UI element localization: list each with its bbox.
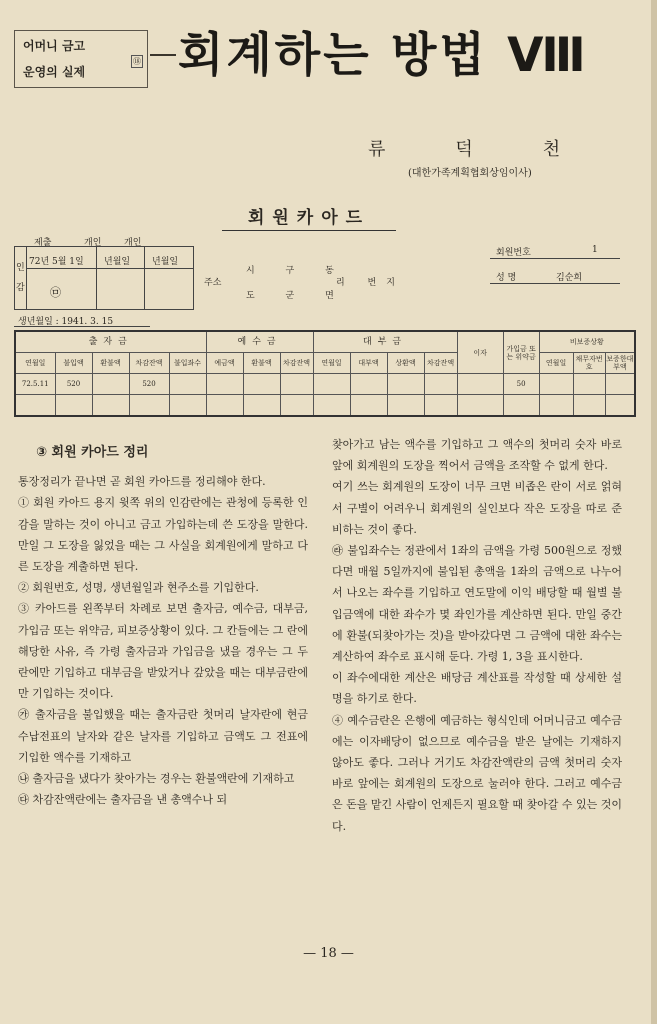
author-affiliation: (대한가족계획협회상임이사) [408, 168, 532, 179]
card-title: 회원카아드 [222, 203, 396, 231]
seal-date-2: 년월일 [104, 257, 131, 267]
article-title: 회계하는 방법 Ⅷ [178, 28, 589, 83]
group-guarantee: 비보증상황 [539, 331, 635, 353]
group-contribution: 출자금 [15, 331, 206, 353]
paragraph: 통장정리가 끝나면 곧 회원 카아드를 정리해야 한다. [18, 475, 266, 489]
member-no-label: 회원번호 [496, 248, 531, 258]
series-line1: 어머니 금고 [23, 39, 86, 53]
right-column [332, 434, 622, 837]
name-label: 성 명 [496, 273, 517, 283]
group-entry-fee: 가입금 또는 위약금 [503, 331, 539, 374]
col-header: 채무자번호 [573, 353, 605, 374]
col-header: 연월일 [15, 353, 55, 374]
paragraph: ③ 카아드를 왼쪽부터 차례로 보면 출자금, 예수금, 대부금, 가입금 또는 위약금, 피보증상황이 있다. 그 칸들에는 그 란에 해당한 사유, 즉 가령 출자금과 가입금을 냈을 경우는 그 두 란에만 기입하고 대부금을 받았거나 갚았을 때는 대부금란에만 기입하는 것이다. [18, 602, 308, 701]
author-name: 류덕천 [368, 139, 631, 160]
series-number: ⑱ [133, 57, 141, 66]
address-label: 주소 [204, 278, 222, 288]
col-header: 연월일 [313, 353, 350, 374]
member-card-table [14, 330, 636, 417]
seal-date-3: 년월일 [152, 257, 179, 267]
section-title: ③ 회원 카아드 정리 [36, 445, 149, 460]
series-box [14, 30, 148, 88]
col-header: 연월일 [539, 353, 573, 374]
table-cell: 72.5.11 [15, 374, 55, 395]
table-cell: 50 [503, 374, 539, 395]
seal-side-label: 인감 [16, 263, 25, 293]
group-deposit: 예수금 [206, 331, 313, 353]
col-header: 보증한대부액 [605, 353, 635, 374]
paragraph: ㉰ 차감잔액란에는 출자금을 낸 총액수나 되 [18, 793, 228, 807]
seal-mark: ㉤ [50, 286, 61, 299]
paragraph: ㉮ 출자금을 불입했을 때는 출자금란 첫머리 날자란에 현금수납전표의 날자와 같은 날자를 기입하고 금액도 그 전표에 기입한 액수를 기재하고 [18, 708, 308, 764]
col-header: 불입액 [55, 353, 92, 374]
member-no: 1 [592, 245, 598, 255]
table-row [15, 395, 635, 417]
address-line1: 시 구 동 [246, 266, 348, 276]
table-cell: 520 [129, 374, 169, 395]
address-line2: 도 군 면 [246, 291, 348, 301]
birth-date: 생년월일 : 1941. 3. 15 [18, 317, 114, 327]
col-header: 상환액 [387, 353, 424, 374]
seal-header-3: 개인 [124, 238, 142, 248]
paragraph: ㉱ 불입좌수는 정관에서 1좌의 금액을 가령 500원으로 정했다면 매월 5일까지에 불입된 총액을 1좌의 금액으로 나누어서 나오는 좌수를 기입하고 연도말에 이익 배당할 때 월별 불입금액에 대한 좌수가 몇 좌인가를 계산하면 된다. 만일 중간에 환불(되찾아가는 것)을 받아갔다면 그 금액에 대한 좌수는 계산하여 좌수로 표시해 둔다. 가령 1, 3을 표시한다. [332, 544, 622, 664]
table-cell: 520 [55, 374, 92, 395]
page-edge [651, 0, 657, 1024]
seal-date-1: 72년 5월 1일 [29, 257, 84, 267]
table-row [15, 374, 635, 395]
left-column [18, 440, 308, 810]
title-dash [150, 54, 176, 56]
paragraph: ④ 예수금란은 은행에 예금하는 형식인데 어머니금고 예수금에는 이자배당이 없으므로 예수금을 받은 날에는 기재하지 않아도 좋다. 그러나 거기도 차감잔액란의 금액 첫머리 숫자 바로 앞에는 회계원의 도장으로 눌러야 한다. 그러고 예수금은 돈을 맡긴 사람이 언제든지 필요할 때 찾아갈 수 있는 것이다. [332, 713, 622, 833]
member-name: 김순희 [556, 273, 583, 283]
paragraph: 여기 쓰는 회계원의 도장이 너무 크면 비좁은 란이 서로 얽혀서 구별이 어려우니 회계원의 실인보다 작은 도장을 따로 준비하는 것이 좋다. [332, 480, 622, 536]
col-header: 차감잔액 [280, 353, 313, 374]
col-header: 대부액 [350, 353, 387, 374]
col-header: 차감잔액 [424, 353, 457, 374]
seal-header-2: 개인 [84, 238, 102, 248]
paragraph: ① 회원 카아드 용지 윗쪽 위의 인감란에는 관청에 등록한 인감을 말하는 것이 아니고 금고 가입하는데 쓴 도장을 말한다. 만일 그 도장을 잃었을 때는 그 사실을 회계원에게 말하고 다른 도장을 계출하면 된다. [18, 496, 308, 574]
group-interest: 이자 [457, 331, 503, 374]
col-header: 불입좌수 [169, 353, 206, 374]
series-line2: 운영의 실제 [23, 65, 86, 79]
paragraph: 찾아가고 남는 액수를 기입하고 그 액수의 첫머리 숫자 바로 앞에 회계원의 도장을 찍어서 금액을 조작할 수 없게 한다. [332, 438, 622, 473]
col-header: 차감잔액 [129, 353, 169, 374]
col-header: 예금액 [206, 353, 243, 374]
paragraph: ② 회원번호, 성명, 생년월일과 현주소를 기입한다. [18, 581, 259, 595]
paragraph: 이 좌수에대한 계산은 배당금 계산표를 작성할 때 상세한 설명을 하기로 한다. [332, 671, 622, 706]
col-header: 환불액 [243, 353, 280, 374]
group-loan: 대부금 [313, 331, 457, 353]
paragraph: ㉯ 출자금을 냈다가 찾아가는 경우는 환불액란에 기재하고 [18, 772, 295, 786]
page-number: — 18 — [303, 946, 354, 961]
address-line3: 리 번지 [336, 278, 405, 288]
seal-header-1: 제출 [34, 238, 52, 248]
col-header: 환불액 [92, 353, 129, 374]
